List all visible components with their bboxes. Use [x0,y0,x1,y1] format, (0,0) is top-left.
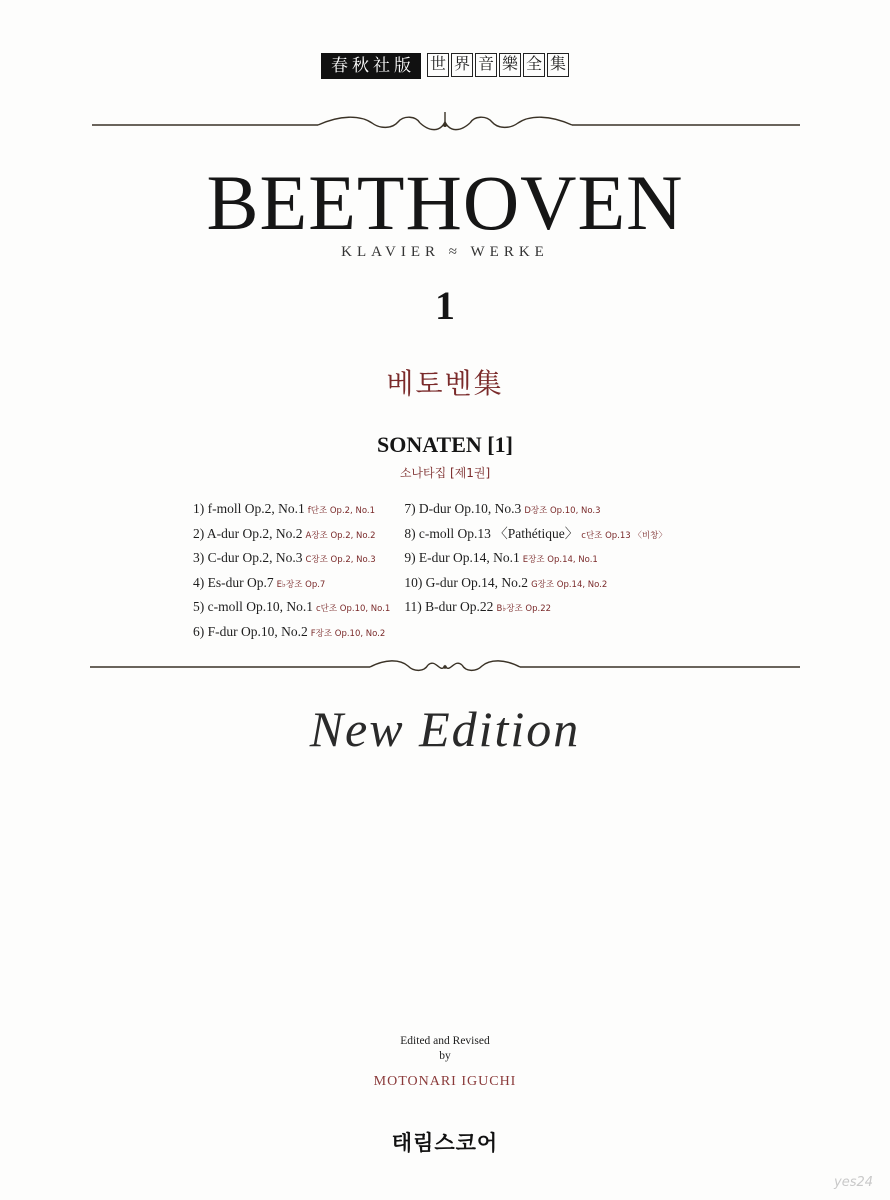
list-item [193,547,390,572]
list-item [193,523,390,548]
work-label: 9) E-dur Op.14, No.1 [404,550,520,565]
work-label: 4) Es-dur Op.7 [193,574,274,590]
work-label: 3) C-dur Op.2, No.3 [193,550,303,565]
edition-title: New Edition [309,701,581,757]
list-item [193,572,390,597]
list-item [193,498,390,523]
work-label: 5) c-moll Op.10, No.1 [193,599,313,614]
work-label: 7) D-dur Op.10, No.3 [404,501,522,516]
list-item [193,621,390,646]
collection-name [427,53,569,79]
series-header [0,53,890,79]
credit-block [0,1034,890,1064]
section-title: SONATEN [1] [377,432,513,457]
publisher-mark: 春秋社版 [321,53,421,79]
list-item [193,596,390,621]
work-label: 6) F-dur Op.10, No.2 [193,623,308,639]
top-ornament-divider [0,110,890,140]
work-korean: D장조 Op.10, No.3 [524,506,601,516]
work-label: 11) B-dur Op.22 [404,599,494,614]
works-column-right [404,498,667,645]
work-label: 2) A-dur Op.2, No.2 [193,525,303,541]
work-korean: A장조 Op.2, No.2 [305,530,376,541]
work-korean: F장조 Op.10, No.2 [310,628,386,639]
list-item [404,547,667,572]
collection-char: 音 [475,53,497,77]
work-label: 1) f-moll Op.2, No.1 [193,501,305,516]
list-item [404,523,667,548]
work-korean: E♭장조 Op.7 [276,579,326,590]
collection-char: 全 [523,53,545,77]
collection-char: 世 [427,53,449,77]
work-korean: B♭장조 Op.22 [496,604,552,614]
korean-title: 베토벤集 [386,367,504,400]
work-korean: E장조 Op.14, No.1 [522,555,598,565]
list-item [404,596,667,621]
collection-char: 樂 [499,53,521,77]
publisher-logo: 태림스코어 [391,1131,499,1155]
list-item [404,498,667,523]
works-list [193,498,753,645]
middle-ornament-divider [0,654,890,680]
collection-subtitle: KLAVIER ≈ WERKE [341,244,549,260]
watermark: yes24 [834,1175,874,1190]
composer-title: BEETHOVEN [206,159,684,246]
work-korean: G장조 Op.14, No.2 [531,579,608,590]
work-label: 10) G-dur Op.14, No.2 [404,574,529,590]
works-column-left [193,498,390,645]
work-korean: f단조 Op.2, No.1 [307,506,375,516]
work-korean: c단조 Op.13 〈비창〉 [581,530,667,541]
editor-name: MOTONARI IGUCHI [373,1074,517,1089]
credit-line: Edited and Revised [400,1035,490,1047]
collection-char: 集 [547,53,569,77]
list-item [404,572,667,597]
collection-char: 界 [451,53,473,77]
section-subtitle: 소나타집 [제1권] [399,466,491,480]
work-label: 8) c-moll Op.13 〈Pathétique〉 [404,525,579,541]
work-korean: C장조 Op.2, No.3 [305,555,376,565]
volume-number: 1 [435,283,455,328]
work-korean: c단조 Op.10, No.1 [315,604,391,614]
credit-by: by [439,1050,451,1062]
